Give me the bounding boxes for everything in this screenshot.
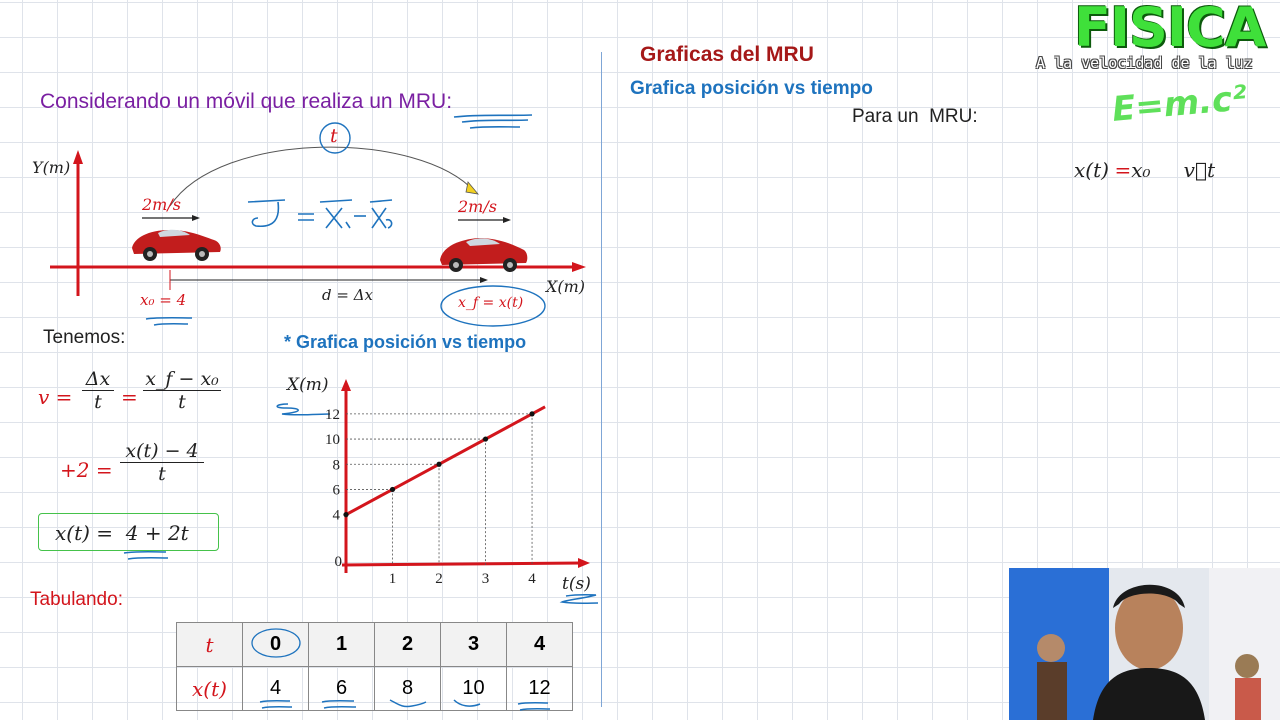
x-axis-label: X(m) <box>546 277 586 296</box>
tabulando-label: Tabulando: <box>30 589 123 610</box>
eq-result: x(t) = 4 + 2t <box>55 521 189 545</box>
eq-velocity-lhs: v = <box>38 385 73 409</box>
table-cell-t3: 3 <box>441 623 507 667</box>
graph-xlabel: t(s) <box>562 574 591 594</box>
eq-velocity-right-fraction <box>143 368 221 413</box>
table-scribbles <box>250 696 570 718</box>
para-un-label: Para un MRU: <box>852 106 978 127</box>
chart-x-arrow <box>578 558 590 568</box>
eq-velocity-mid-fraction <box>82 368 114 413</box>
chart-y-tick: 8 <box>332 457 340 474</box>
eq-velocity-mid-den: t <box>94 391 102 413</box>
chart-x-tick: 1 <box>388 571 397 587</box>
chart-y-tick: 6 <box>332 482 340 499</box>
eq-x0: x₀ <box>1131 158 1151 182</box>
chart-y-arrow <box>341 379 351 391</box>
chart-y-tick: 12 <box>325 406 340 423</box>
chart-x-axis <box>342 563 582 565</box>
chart-x-tick: 3 <box>481 571 490 587</box>
speed-right-label: 2m/s <box>458 197 497 216</box>
x0-underline-scribble <box>140 314 200 330</box>
eq-sub-lhs: +2 = <box>60 458 113 482</box>
tenemos-label: Tenemos: <box>43 327 126 348</box>
chart-point <box>343 512 348 517</box>
logo-fisica: FISICA <box>1074 0 1266 59</box>
table-header-x: x(t) <box>177 667 243 711</box>
chart-origin-label: 0 <box>334 554 342 570</box>
right-subtitle: Grafica posición vs tiempo <box>630 78 873 99</box>
displacement-label: d = Δx <box>322 286 373 304</box>
chart-y-tick: 4 <box>332 507 340 524</box>
logo-formula: E=m.c² <box>1110 78 1249 130</box>
table-header-t: t <box>177 623 243 667</box>
eq-sub-num: x(t) − 4 <box>120 440 204 463</box>
time-label: t <box>330 125 338 147</box>
chart-x-tick: 4 <box>528 571 536 587</box>
table-cell-x0: 4 <box>243 667 309 711</box>
table-cell-t2: 2 <box>375 623 441 667</box>
chart-point <box>529 411 534 416</box>
x0-label: x₀ = 4 <box>140 291 187 309</box>
graph-ylabel: X(m) <box>287 375 329 395</box>
right-title: Graficas del MRU <box>640 43 814 66</box>
presenter-video <box>1009 568 1280 720</box>
result-underline-scribble <box>118 549 178 565</box>
webcam-overlay <box>1009 568 1280 720</box>
left-heading: Considerando un móvil que realiza un MRU: <box>40 90 453 113</box>
xf-label: x_f = x(t) <box>458 295 524 311</box>
eq-lhs: x(t) <box>1074 158 1109 182</box>
table-cell-t0: 0 <box>243 623 309 667</box>
graph-xlabel-scribble <box>556 592 602 608</box>
car-left-icon <box>132 230 221 261</box>
right-equation <box>1074 158 1215 183</box>
graph-heading: * Grafica posición vs tiempo <box>284 332 527 352</box>
chart-point <box>436 462 441 467</box>
chart-series-line <box>346 407 545 515</box>
chart-y-tick: 10 <box>325 432 340 449</box>
table-cell-t1: 1 <box>309 623 375 667</box>
table-cell-x1: 6 <box>309 667 375 711</box>
table-row-t <box>177 623 573 667</box>
eq-velocity-right-num: x_f − x₀ <box>143 368 221 391</box>
chart-point <box>483 436 488 441</box>
chart-point <box>390 487 395 492</box>
eq-sub-fraction <box>120 440 204 485</box>
chart-x-tick: 2 <box>435 571 443 587</box>
table-cell-x2: 8 <box>375 667 441 711</box>
table-cell-x4: 12 <box>507 667 573 711</box>
speed-left-label: 2m/s <box>142 195 181 214</box>
logo-subtitle: A la velocidad de la luz <box>1036 54 1253 72</box>
eq-sub-den: t <box>158 463 166 485</box>
table-cell-x3: 10 <box>441 667 507 711</box>
eq-velocity-mid-num: Δx <box>82 368 114 391</box>
table-cell-t4: 4 <box>507 623 573 667</box>
eq-equals: = <box>1114 158 1132 182</box>
position-time-chart <box>310 375 605 590</box>
eq-velocity-equals: = <box>121 385 138 409</box>
eq-vt: v⃗t <box>1183 158 1216 182</box>
eq-velocity-right-den: t <box>178 391 186 413</box>
y-axis-label: Y(m) <box>32 158 71 177</box>
